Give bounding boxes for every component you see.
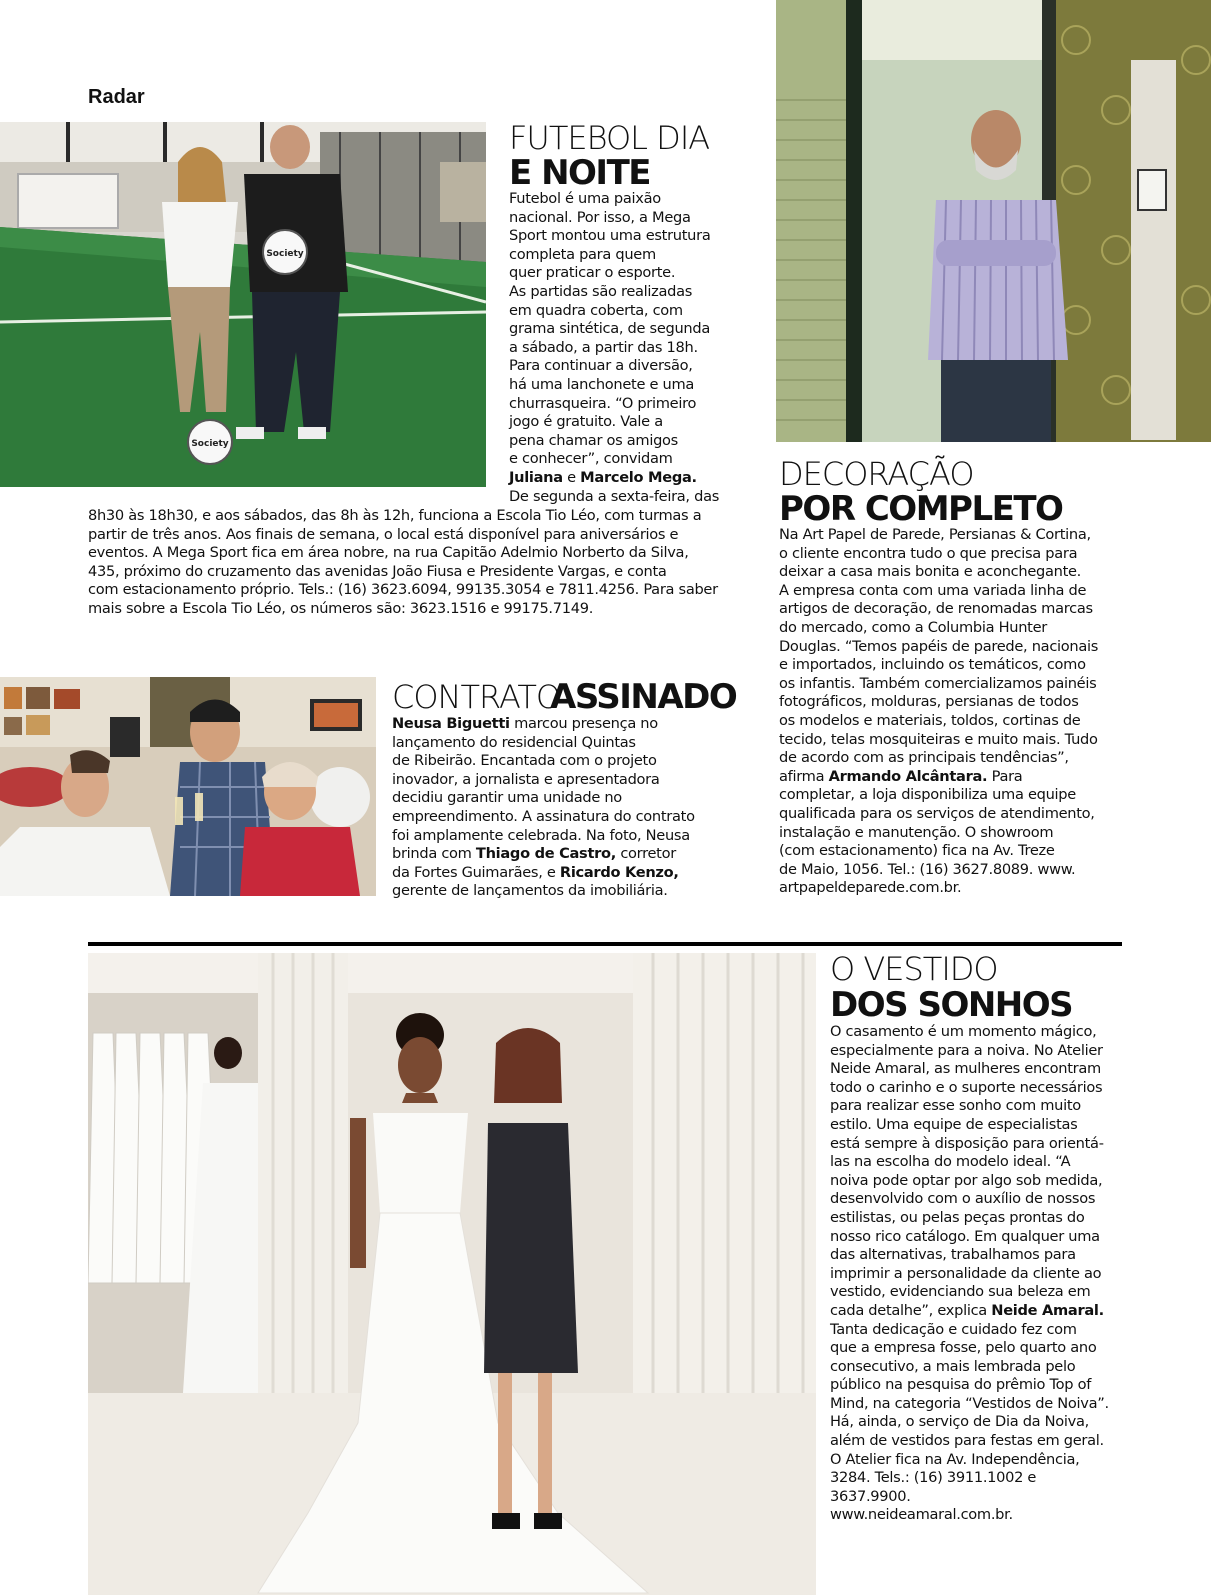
text-line: e importados, incluindo os temáticos, como [779, 656, 1086, 674]
decoracao-title-light: DECORAÇÃO [779, 455, 974, 493]
vestido-photo [88, 953, 816, 1595]
person-name: Armando Alcântara. [828, 767, 988, 785]
section-divider [88, 942, 1122, 946]
text-line: o cliente encontra tudo o que precisa para [779, 544, 1078, 562]
text-fragment: brinda com [392, 845, 476, 863]
contrato-title-bold: ASSINADO [550, 677, 737, 717]
text-line: qualificada para os serviços de atendimento, [779, 804, 1095, 822]
text-line: las na escolha do modelo ideal. “A [830, 1153, 1071, 1171]
text-line: completar, a loja disponibiliza uma equipe [779, 786, 1076, 804]
text-line: estilo. Uma equipe de especialistas [830, 1115, 1078, 1133]
text-line: há uma lanchonete e uma [509, 375, 695, 393]
text-fragment: Para [987, 767, 1023, 785]
decoracao-photo [776, 0, 1211, 442]
contrato-body [392, 715, 722, 901]
text-line: imprimir a personalidade da cliente ao [830, 1264, 1102, 1282]
text-fragment: cada detalhe”, explica [830, 1301, 992, 1319]
text-fragment: da Fortes Guimarães, e [392, 863, 560, 881]
text-line: churrasqueira. “O primeiro [509, 394, 697, 412]
text-line: foi amplamente celebrada. Na foto, Neusa [392, 826, 690, 844]
text-line: a sábado, a partir das 18h. [509, 338, 698, 356]
text-line: está sempre à disposição para orientá- [830, 1134, 1104, 1152]
person-name: Neusa Biguetti [392, 715, 510, 732]
text-line: O Atelier fica na Av. Independência, [830, 1450, 1080, 1468]
text-line: pena chamar os amigos [509, 431, 678, 449]
text-line: artigos de decoração, de renomadas marcas [779, 600, 1093, 618]
text-line: Mind, na categoria “Vestidos de Noiva”. [830, 1394, 1109, 1412]
text-line: decidiu garantir uma unidade no [392, 789, 622, 807]
text-line [392, 845, 722, 864]
decoracao-body [779, 526, 1119, 898]
text-line: mais sobre a Escola Tio Léo, os números são: 3623.1516 e 99175.7149. [88, 599, 594, 617]
text-line: deixar a casa mais bonita e aconchegante. [779, 563, 1082, 581]
text-line: consecutivo, a mais lembrada pelo [830, 1357, 1076, 1375]
text-line: 3284. Tels.: (16) 3911.1002 e 3637.9900. [830, 1469, 1037, 1505]
person-name: Marcelo Mega. [580, 468, 697, 486]
text-line: de acordo com as principais tendências”, [779, 749, 1069, 767]
text-line: completa para quem [509, 245, 656, 263]
text-line: das alternativas, trabalhamos para [830, 1246, 1076, 1264]
text-line: gerente de lançamentos da imobiliária. [392, 882, 668, 900]
text-fragment: corretor [615, 845, 676, 863]
text-line: partir de três anos. Aos finais de semana, o local está disponível para aniversários e [88, 525, 679, 543]
text-line: De segunda a sexta-feira, das [509, 487, 720, 505]
text-line: O casamento é um momento mágico, [830, 1023, 1097, 1040]
text-line: Neide Amaral, as mulheres encontram [830, 1060, 1101, 1078]
text-line: eventos. A Mega Sport fica em área nobre, na rua Capitão Adelmio Norberto da Silva, [88, 544, 689, 562]
text-line: e conhecer”, convidam [509, 450, 673, 468]
text-line: para realizar esse sonho com muito [830, 1097, 1081, 1115]
contrato-photo [0, 677, 376, 896]
text-line: além de vestidos para festas em geral. [830, 1432, 1104, 1450]
text-line: www.neideamaral.com.br. [830, 1506, 1013, 1524]
vestido-title-bold: DOS SONHOS [830, 985, 1073, 1025]
text-line: em quadra coberta, com [509, 301, 683, 319]
text-line: Douglas. “Temos papéis de parede, nacionais [779, 637, 1099, 655]
text-line [392, 715, 722, 734]
text-line: todo o carinho e o suporte necessários [830, 1078, 1103, 1096]
text-line: jogo é gratuito. Vale a [509, 413, 663, 431]
person-name: Ricardo Kenzo, [559, 863, 679, 881]
text-line: nosso rico catálogo. Em qualquer uma [830, 1227, 1100, 1245]
text-line: Há, ainda, o serviço de Dia da Noiva, [830, 1413, 1089, 1431]
ball-text: Society [266, 249, 304, 259]
vestido-title-light: O VESTIDO [830, 950, 998, 988]
text-line: empreendimento. A assinatura do contrato [392, 807, 695, 825]
text-line: fotográficos, molduras, persianas de todos [779, 693, 1079, 711]
person-name: Neide Amaral. [991, 1301, 1104, 1319]
text-line: de Ribeirão. Encantada com o projeto [392, 752, 657, 770]
text-line: lançamento do residencial Quintas [392, 733, 636, 751]
futebol-body-wide [88, 507, 728, 619]
decoracao-title-bold: POR COMPLETO [779, 489, 1063, 529]
text-line: de Maio, 1056. Tel.: (16) 3627.8089. www. [779, 860, 1076, 878]
text-line: A empresa conta com uma variada linha de [779, 581, 1087, 599]
text-fragment: marcou presença no [509, 715, 658, 732]
text-fragment: afirma [779, 767, 829, 785]
text-line: instalação e manutenção. O showroom [779, 823, 1054, 841]
person-name: Thiago de Castro, [475, 845, 616, 863]
text-line: estilistas, ou pelas peças prontas do [830, 1208, 1085, 1226]
text-line: quer praticar o esporte. [509, 264, 676, 282]
futebol-photo [0, 122, 486, 487]
text-line: do mercado, como a Columbia Hunter [779, 618, 1047, 636]
futebol-title-light: FUTEBOL DIA [509, 119, 710, 157]
text-line: os infantis. Também comercializamos painéis [779, 674, 1097, 692]
futebol-title-bold: E NOITE [509, 153, 650, 193]
text-line [830, 1302, 1120, 1321]
text-line: 8h30 às 18h30, e aos sábados, das 8h às 12h, funciona a Escola Tio Léo, com turmas a [88, 507, 702, 524]
text-line: grama sintética, de segunda [509, 320, 710, 338]
text-line: 435, próximo do cruzamento das avenidas João Fiusa e Presidente Vargas, e conta [88, 562, 667, 580]
text-line: artpapeldeparede.com.br. [779, 879, 962, 897]
section-label: Radar [88, 86, 145, 108]
text-line: noiva pode optar por algo sob medida, [830, 1171, 1103, 1189]
connector: e [562, 468, 581, 486]
text-line: Tanta dedicação e cuidado fez com [830, 1320, 1077, 1338]
text-line: vestido, evidenciando sua beleza em [830, 1283, 1091, 1301]
text-line: que a empresa fosse, pelo quarto ano [830, 1339, 1097, 1357]
text-line [509, 469, 724, 488]
text-line: especialmente para a noiva. No Atelier [830, 1041, 1103, 1059]
text-line: Na Art Papel de Parede, Persianas & Cortina, [779, 526, 1091, 543]
text-line: nacional. Por isso, a Mega [509, 208, 691, 226]
text-line: público na pesquisa do prêmio Top of [830, 1376, 1092, 1394]
text-line: desenvolvido com o auxílio de nossos [830, 1190, 1096, 1208]
text-line: os modelos e materiais, toldos, cortinas de [779, 711, 1081, 729]
text-line: Sport montou uma estrutura [509, 227, 711, 245]
text-line: tecido, telas mosquiteiras e muito mais. Tudo [779, 730, 1098, 748]
vestido-body [830, 1023, 1120, 1525]
text-line: com estacionamento próprio. Tels.: (16) 3623.6094, 99135.3054 e 7811.4256. Para saber [88, 581, 718, 599]
ball-text: Society [191, 439, 229, 449]
contrato-title-light: CONTRATO [392, 678, 561, 716]
text-line: (com estacionamento) fica na Av. Treze [779, 842, 1055, 860]
text-line: Para continuar a diversão, [509, 357, 693, 375]
text-line: Futebol é uma paixão [509, 190, 661, 207]
text-line: As partidas são realizadas [509, 282, 693, 300]
person-name: Juliana [509, 468, 563, 486]
futebol-body-column [509, 190, 724, 506]
text-line: inovador, a jornalista e apresentadora [392, 770, 660, 788]
text-line [779, 768, 1119, 787]
text-line [392, 864, 722, 883]
